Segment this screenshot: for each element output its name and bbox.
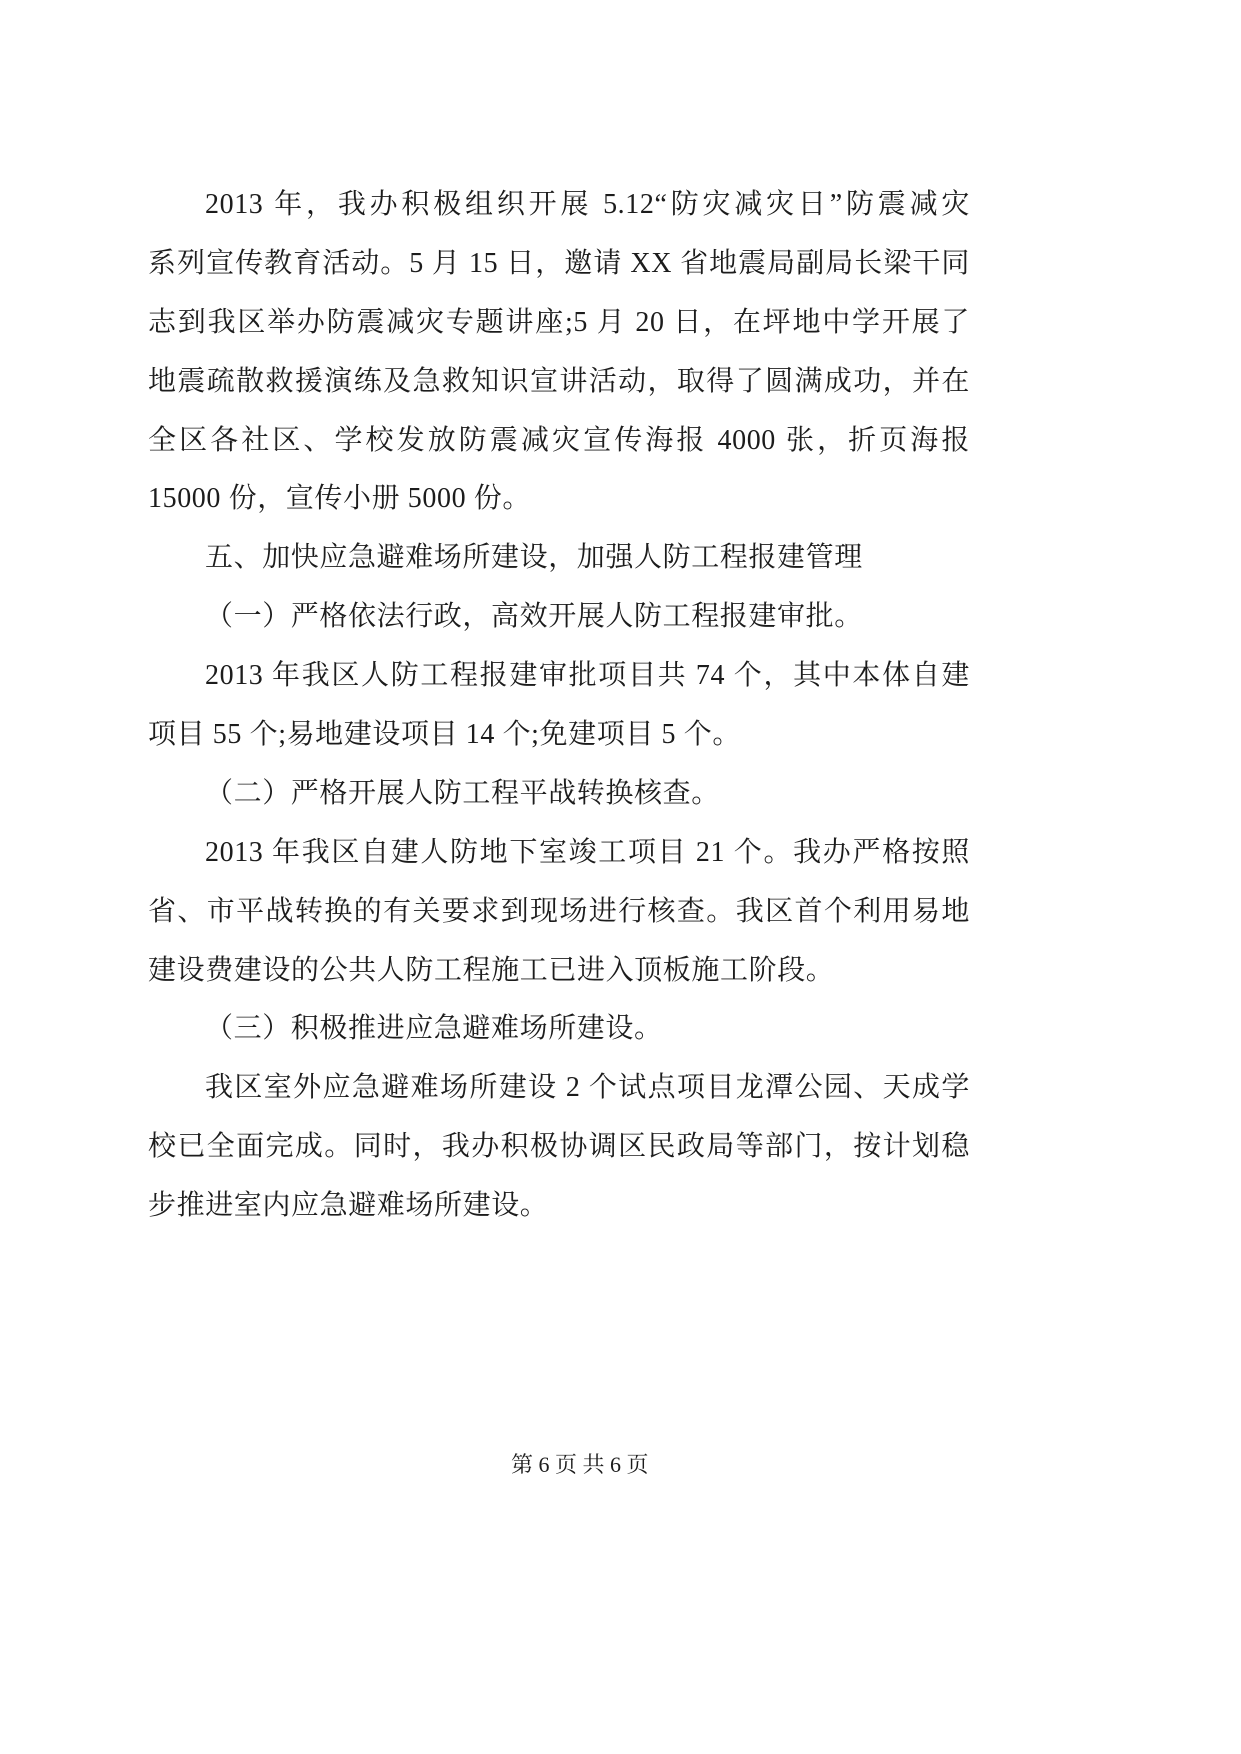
text-line: 步推进室内应急避难场所建设。: [148, 1190, 549, 1222]
text-line: 全区各社区、学校发放防震减灾宣传海报 4000 张，折页海报: [148, 424, 970, 456]
text-line: 地震疏散救援演练及急救知识宣讲活动，取得了圆满成功，并在: [148, 365, 970, 397]
text-line: 系列宣传教育活动。5 月 15 日，邀请 XX 省地震局副局长梁干同: [148, 247, 970, 279]
document-body: [148, 176, 970, 1236]
paragraph-shelter-construction: [148, 1059, 970, 1236]
section-heading-five: [148, 529, 970, 588]
text-line: 2013 年我区人防工程报建审批项目共 74 个，其中本体自建: [205, 660, 970, 692]
text-line: 项目 55 个;易地建设项目 14 个;免建项目 5 个。: [148, 719, 741, 751]
paragraph-approval-projects: [148, 647, 970, 765]
paragraph-disaster-reduction-campaign: [148, 176, 970, 529]
subsection-heading: （一）严格依法行政，高效开展人防工程报建审批。: [205, 601, 863, 633]
text-line: 15000 份，宣传小册 5000 份。: [148, 483, 532, 515]
text-line: 我区室外应急避难场所建设 2 个试点项目龙潭公园、天成学: [205, 1072, 970, 1104]
subheading-three: [148, 1000, 970, 1059]
subsection-heading: （二）严格开展人防工程平战转换核查。: [205, 777, 720, 809]
text-line: 2013 年我区自建人防地下室竣工项目 21 个。我办严格按照: [205, 836, 970, 868]
text-line: 2013 年，我办积极组织开展 5.12“防灾减灾日”防震减灾: [205, 189, 970, 220]
text-line: 建设费建设的公共人防工程施工已进入顶板施工阶段。: [148, 954, 835, 986]
text-line: 志到我区举办防震减灾专题讲座;5 月 20 日，在坪地中学开展了: [148, 306, 970, 338]
text-line: 校已全面完成。同时，我办积极协调区民政局等部门，按计划稳: [148, 1131, 970, 1163]
subheading-one: [148, 588, 970, 647]
section-heading: 五、加快应急避难场所建设，加强人防工程报建管理: [205, 542, 863, 574]
subheading-two: [148, 765, 970, 824]
page-number-footer: 第 6 页 共 6 页: [511, 1452, 649, 1477]
paragraph-conversion-inspection: [148, 824, 970, 1001]
text-line: 省、市平战转换的有关要求到现场进行核查。我区首个利用易地: [148, 895, 970, 927]
subsection-heading: （三）积极推进应急避难场所建设。: [205, 1013, 663, 1045]
